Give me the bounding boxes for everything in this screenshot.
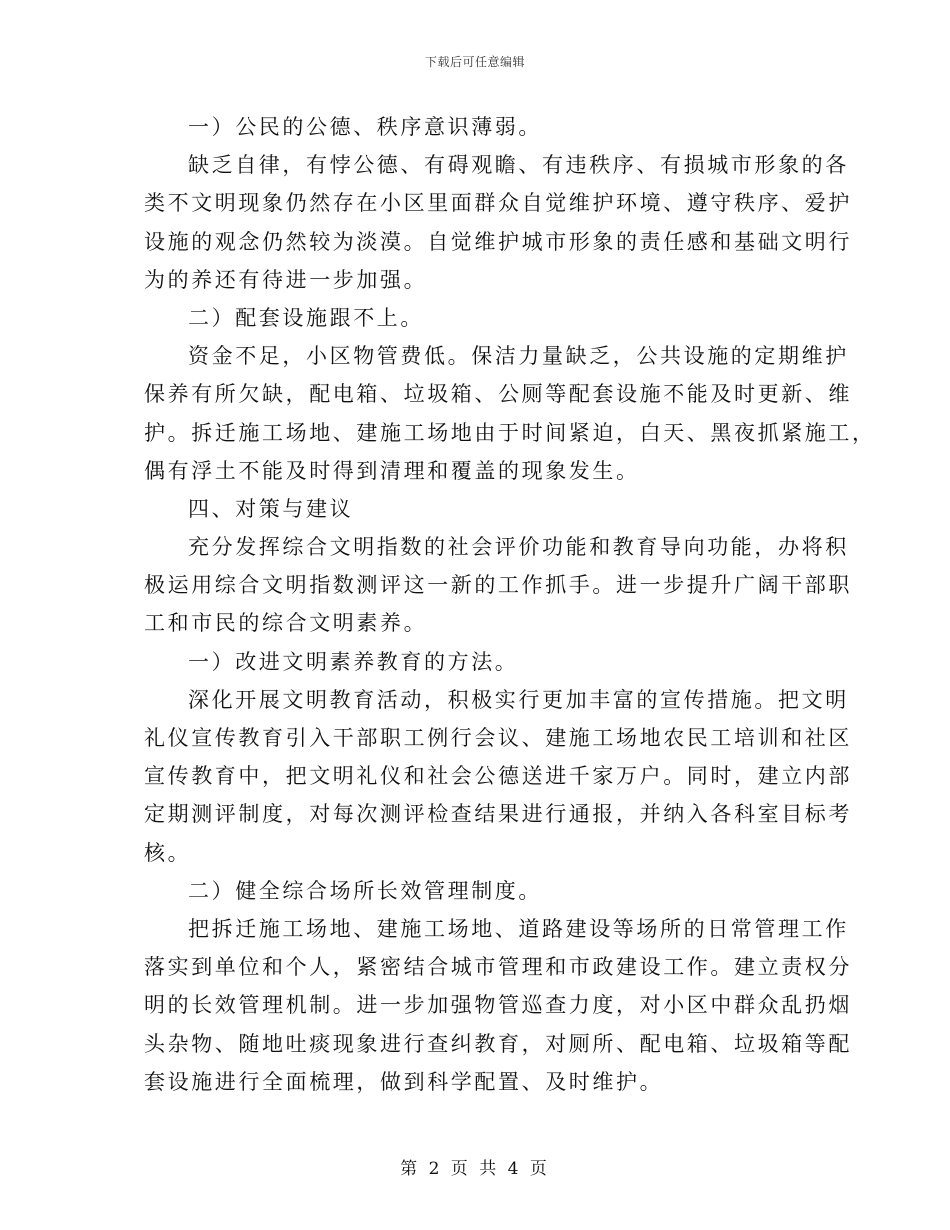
section-heading-civic-morality: 一）公民的公德、秩序意识薄弱。 (188, 115, 542, 139)
paragraph-line: 类不文明现象仍然存在小区里面群众自觉维护环境、遵守秩序、爱护 (144, 191, 852, 216)
paragraph-line: 宣传教育中，把文明礼仪和社会公德送进千家万户。同时，建立内部 (144, 764, 852, 789)
paragraph-line: 定期测评制度，对每次测评检查结果进行通报，并纳入各科室目标考 (144, 802, 852, 827)
paragraph-line: 明的长效管理机制。进一步加强物管巡查力度，对小区中群众乱扔烟 (144, 993, 852, 1018)
paragraph-line: 设施的观念仍然较为淡漠。自觉维护城市形象的责任感和基础文明行 (144, 229, 852, 254)
document-body (144, 108, 876, 1101)
paragraph-line: 资金不足，小区物管费低。保洁力量缺乏，公共设施的定期维护 (188, 344, 849, 369)
page-header: 下载后可任意编辑 (424, 55, 525, 69)
paragraph-line: 护。拆迁施工场地、建施工场地由于时间紧迫，白天、黑夜抓紧施工， (144, 420, 876, 445)
paragraph-line: 工和市民的综合文明素养。 (144, 611, 428, 636)
paragraph-line: 保养有所欠缺，配电箱、垃圾箱、公厕等配套设施不能及时更新、维 (144, 382, 852, 407)
paragraph-line: 套设施进行全面梳理，做到科学配置、及时维护。 (144, 1069, 664, 1094)
paragraph-line: 头杂物、随地吐痰现象进行查纠教育，对厕所、配电箱、垃圾箱等配 (144, 1031, 852, 1056)
paragraph-line: 落实到单位和个人，紧密结合城市管理和市政建设工作。建立责权分 (144, 955, 852, 980)
paragraph-line: 为的养还有待进一步加强。 (144, 267, 428, 292)
paragraph-line: 礼仪宣传教育引入干部职工例行会议、建施工场地农民工培训和社区 (144, 726, 852, 750)
section-heading-management-system: 二）健全综合场所长效管理制度。 (188, 878, 542, 903)
section-heading-countermeasures: 四、对策与建议 (188, 496, 354, 521)
paragraph-line: 核。 (144, 840, 192, 865)
paragraph-line: 深化开展文明教育活动，积极实行更加丰富的宣传措施。把文明 (188, 687, 849, 712)
section-heading-education-method: 一）改进文明素养教育的方法。 (188, 649, 519, 674)
section-heading-facilities: 二）配套设施跟不上。 (188, 305, 424, 330)
page-number: 第 2 页 共 4 页 (400, 1159, 550, 1179)
paragraph-line: 缺乏自律，有悖公德、有碍观瞻、有违秩序、有损城市形象的各 (188, 153, 849, 178)
paragraph-line: 把拆迁施工场地、建施工场地、道路建设等场所的日常管理工作 (188, 916, 849, 941)
paragraph-line: 偶有浮土不能及时得到清理和覆盖的现象发生。 (144, 458, 640, 483)
paragraph-line: 极运用综合文明指数测评这一新的工作抓手。进一步提升广阔干部职 (144, 573, 852, 598)
paragraph-line: 充分发挥综合文明指数的社会评价功能和教育导向功能，办将积 (188, 535, 849, 560)
